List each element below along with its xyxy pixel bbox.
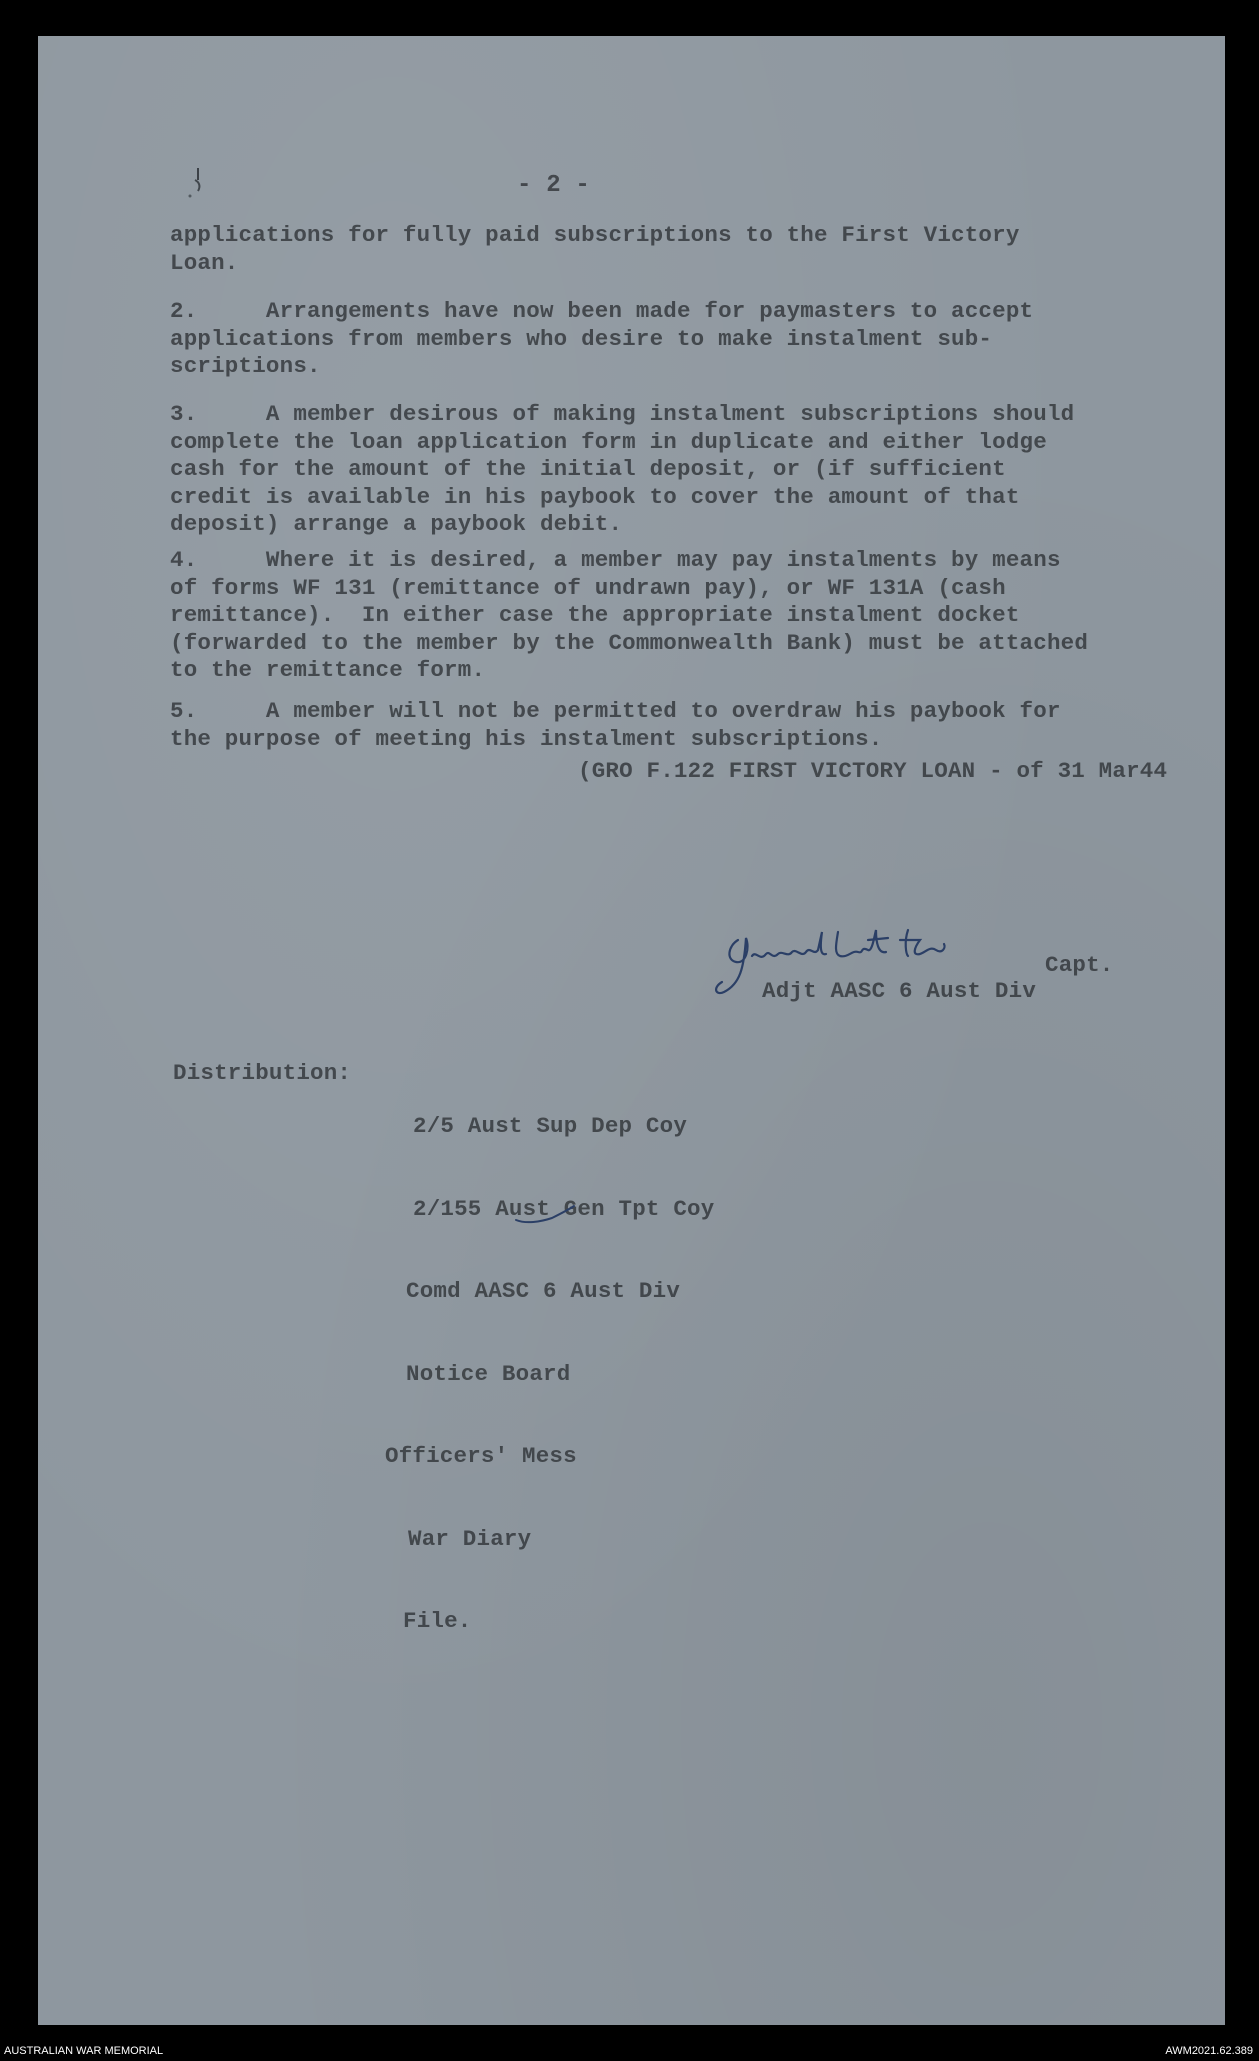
signature-role: Adjt AASC 6 Aust Div xyxy=(762,978,1037,1004)
distribution-item: Officers' Mess xyxy=(385,1443,577,1469)
paragraph-3: 3. A member desirous of making instalment subscriptions should complete the loan application form in duplicate and either lodge cash for the amount of the initial deposit, or (if sufficient credit is available in his paybook to cover the amount of that deposit) arrange a paybook debit. xyxy=(170,401,1075,537)
tick-mark-icon xyxy=(510,1200,580,1230)
distribution-item: File. xyxy=(403,1608,472,1634)
signature-rank: Capt. xyxy=(1045,952,1114,978)
distribution-item: 2/5 Aust Sup Dep Coy xyxy=(413,1113,688,1139)
distribution-label: Distribution: xyxy=(173,1060,352,1086)
distribution-item: War Diary xyxy=(408,1525,532,1552)
distribution-list xyxy=(385,1058,714,1663)
distribution-item: 2/155 Aust Gen Tpt Coy xyxy=(413,1195,715,1222)
footer-institution: AUSTRALIAN WAR MEMORIAL xyxy=(4,2045,164,2057)
page-number: - 2 - xyxy=(517,172,591,199)
distribution-item: Notice Board xyxy=(406,1360,571,1387)
paragraph-4: 4. Where it is desired, a member may pay instalments by means of forms WF 131 (remittance of undrawn pay), or WF 131A (cash remittance). In either case the appropriate instalment docket (forwarded to the member by the Commonwealth Bank) must be attached to the remittance form. xyxy=(170,547,1089,683)
reference-line: (GRO F.122 FIRST VICTORY LOAN - of 31 Mar44 xyxy=(578,758,1168,784)
footer-catalogue-number: AWM2021.62.389 xyxy=(1165,2045,1253,2057)
paragraph-5: 5. A member will not be permitted to overdraw his paybook for the purpose of meeting his instalment subscriptions. xyxy=(170,698,1061,752)
paragraph-1: applications for fully paid subscriptions to the First Victory Loan. xyxy=(170,222,1020,276)
signature-text: Jwood Lieut for xyxy=(710,910,720,911)
ink-speck-icon xyxy=(186,164,210,204)
paragraph-2: 2. Arrangements have now been made for paymasters to accept applications from members who desire to make instalment sub- scriptions. xyxy=(170,298,1034,379)
distribution-item: Comd AASC 6 Aust Div xyxy=(406,1278,681,1304)
